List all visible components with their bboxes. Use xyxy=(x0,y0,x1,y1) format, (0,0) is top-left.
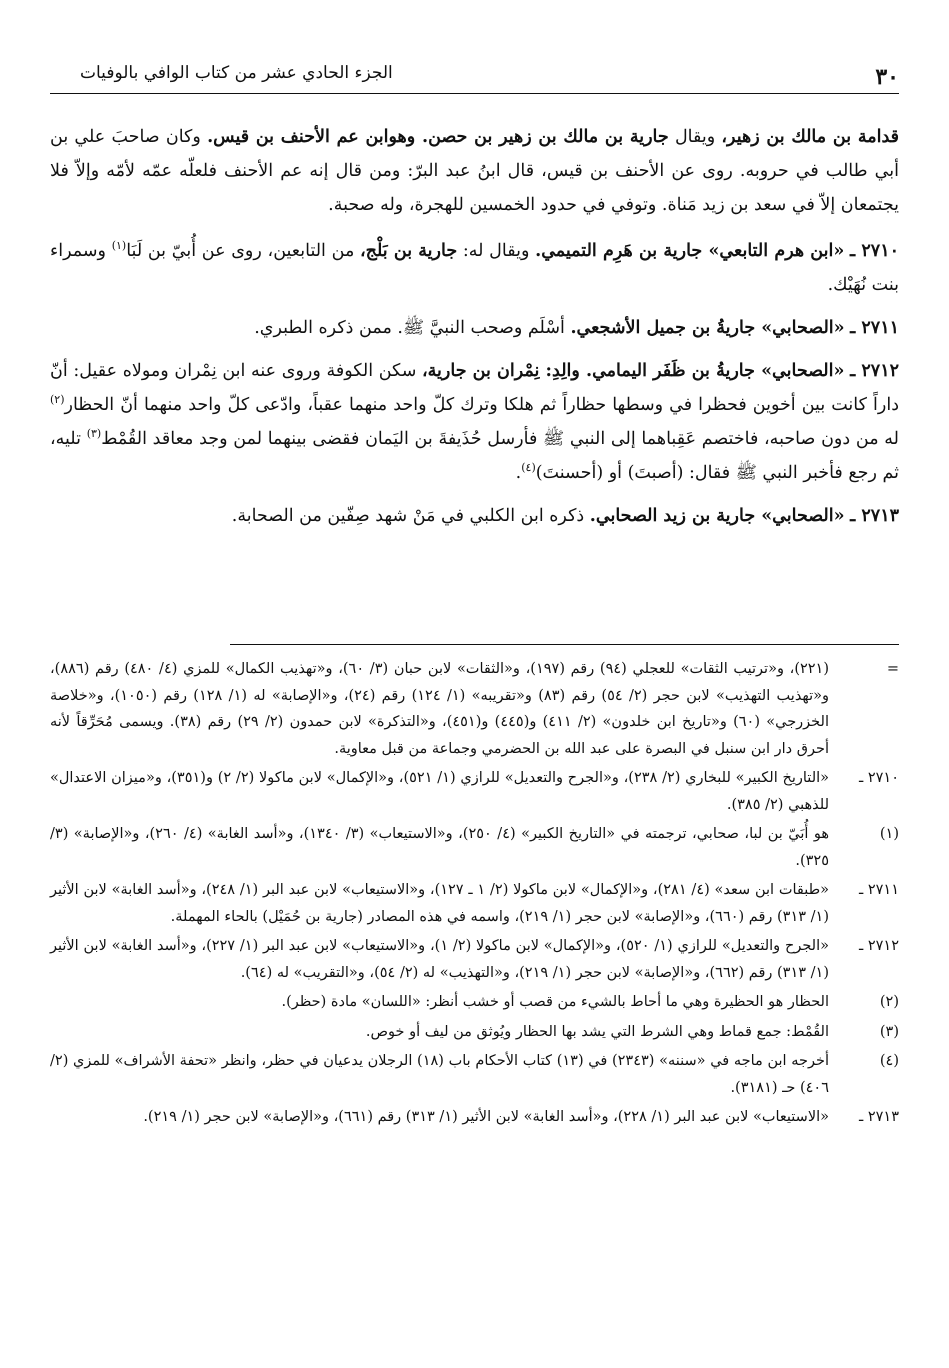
entry-heading: «الصحابي» جاريةُ بن ظَفَر اليمامي. والِدِ: نِمْران بن جارية، xyxy=(422,361,845,381)
footnote-mark: ٢٧١٢ ـ xyxy=(858,938,899,954)
text-run: وكان صاحبَ علي بن أبي طالب في حروبه. روى عن الأحنف بن قيس، قال ابنُ عبد البرّ: ومن قال إنه عم الأحنف فلعلّه عمّه لأمّه وإلاّ فلا يجتمعان إلاّ في سعد بن زيد مَناة. وتوفي في حدود الخمسين للهجرة، وله صحبة. xyxy=(50,127,899,215)
page-number: ٣٠ xyxy=(875,64,899,90)
footnote xyxy=(50,1019,899,1046)
main-text xyxy=(50,120,899,542)
footnote-ref: (١) xyxy=(111,239,127,253)
entry-heading: «ابن هرم التابعي» جارية بن هَرِم التميمي. xyxy=(535,241,845,261)
footnote-text: «طبقات ابن سعد» (٤/ ٢٨١)، و«الإكمال» لابن ماكولا (٢/ ١ ـ ١٢٧)، و«الاستيعاب» لابن عبد البر (١/ ٢٤٨)، و«أسد الغابة» لابن الأثير (١/ ٣١٣) رقم (٦٦٠)، و«الإصابة» لابن حجر (١/ ٢١٩)، واسمه في هذه المصادر (جارية بن حُمَيْل) بالحاء المهملة. xyxy=(50,882,830,925)
footnote-text: (٢٢١)، و«ترتيب الثقات» للعجلي (٩٤) رقم (١٩٧)، و«الثقات» لابن حبان (٣/ ٦٠)، و«تهذيب الكمال» للمزي (٤/ ٤٨٠) رقم (٨٨٦)، و«تهذيب التهذيب» لابن حجر (٢/ ٥٤) رقم (٨٣) و«تقريبه» (١/ ١٢٤) رقم (٢٤)، و«الإصابة» له (١/ ١٢٨) رقم (١٠٥٠)، و«خلاصة الخزرجي» (٦٠) و«تاريخ ابن خلدون» (٢/ ٤١١) و(٤٤٥) و(٤٥١)، و«التذكرة» لابن حمدون (٢/ ٢٩) رقم (٣٨). ويسمى مُحَرِّقاً لأنه أحرق دار ابن سنبل في البصرة على عبد الله بن الحضرمي وجماعة من قبل معاوية. xyxy=(50,661,830,757)
text-run: . xyxy=(515,463,522,483)
entry-number: ٢٧١٠ ـ xyxy=(850,241,900,261)
footnote-mark: (١) xyxy=(879,826,899,842)
entry-number: ٢٧١٢ ـ xyxy=(850,361,899,381)
footnote-mark: ٢٧١٣ ـ xyxy=(858,1109,899,1125)
footnote-ref: (٣) xyxy=(86,427,102,441)
bold-phrase: قدامة بن مالك بن زهير، xyxy=(721,127,899,147)
entry-number: ٢٧١١ ـ xyxy=(850,318,899,338)
entry-2711 xyxy=(50,311,899,345)
footnote xyxy=(50,933,899,986)
text-run: ويقال له: xyxy=(457,241,536,261)
footnote-text: «الاستيعاب» لابن عبد البر (١/ ٢٢٨)، و«أسد الغابة» لابن الأثير (١/ ٣١٣) رقم (٦٦١)، و«الإصابة» لابن حجر (١/ ٢١٩). xyxy=(143,1109,829,1125)
text-run: له من دون صاحبه، فاختصم عَقِباهما إلى النبي ﷺ فأرسل حُذَيفةَ بن اليَمان فقضى بينهما لمن وجد معاقد القُمْط xyxy=(101,429,899,449)
footnote-mark: ٢٧١١ ـ xyxy=(858,882,899,898)
text-run: سكن الكوفة وروى عنه ابن نِمْران ومولاه عقيل: أنّ داراً كانت بين أخوين فحظرا في وسطها حظاراً ثم هلكا وترك كلّ واحد منهما عقباً، وادّعى كلّ واحد منهما أنّ الحظار xyxy=(50,361,899,415)
footnote xyxy=(50,989,899,1016)
footnote xyxy=(50,877,899,930)
entry-heading: «الصحابي» جاريةُ بن جميل الأشجعي. xyxy=(570,318,845,338)
footnote xyxy=(50,821,899,874)
entry-2710 xyxy=(50,234,899,302)
bold-phrase: جارية بن مالك بن زهير بن حصن. وهوابن عم الأحنف بن قيس. xyxy=(207,127,669,147)
footnote-text: «الجرح والتعديل» للرازي (١/ ٥٢٠)، و«الإكمال» لابن ماكولا (٢/ ١)، و«الاستيعاب» لابن عبد البر (١/ ٢٢٧)، و«أسد الغابة» لابن الأثير (١/ ٣١٣) رقم (٦٦٢)، و«الإصابة» لابن حجر (١/ ٢١٩)، و«التهذيب» له (٢/ ٥٤)، و«التقريب» له (٦٤). xyxy=(50,938,829,981)
footnote-ref: (٢) xyxy=(50,393,65,407)
text-run: ويقال xyxy=(668,127,722,147)
footnote-text: «التاريخ الكبير» للبخاري (٢/ ٢٣٨)، و«الجرح والتعديل» للرازي (١/ ٥٢١)، و«الإكمال» لابن ماكولا (٢/ ٢) و(٣٥١)، و«ميزان الاعتدال» للذهبي (٢/ ٣٨٥). xyxy=(50,770,830,813)
entry-heading: «الصحابي» جارية بن زيد الصحابي. xyxy=(589,506,845,526)
running-title: الجزء الحادي عشر من كتاب الوافي بالوفيات xyxy=(80,63,393,83)
bold-phrase: جارية بن بَلْج، xyxy=(360,241,458,261)
entry-2712 xyxy=(50,354,899,490)
header-rule xyxy=(50,93,899,94)
text-run: وسمراء بنت نُهَيْك. xyxy=(50,241,899,295)
text-run: ذكره ابن الكلبي في مَنْ شهد صِفّين من الصحابة. xyxy=(231,506,590,526)
continuation-paragraph xyxy=(50,120,899,222)
page-header xyxy=(50,0,899,96)
footnote-mark: ٢٧١٠ ـ xyxy=(858,770,899,786)
text-run: من التابعين، روى عن أُبيّ بن لَبَا xyxy=(126,241,361,261)
text-run: أسْلَم وصحب النبيَّ ﷺ. ممن ذكره الطبري. xyxy=(254,318,571,338)
footnote xyxy=(50,1104,899,1131)
footnote-mark: (٤) xyxy=(879,1053,899,1069)
footnote-text: الحظار هو الحظيرة وهي ما أحاط بالشيء من قصب أو خشب أنظر: «اللسان» مادة (حظر). xyxy=(281,994,829,1010)
footnote-text: أخرجه ابن ماجه في «سننه» (٢٣٤٣) في (١٣) كتاب الأحكام باب (١٨) الرجلان يدعيان في حظر، وانظر «تحفة الأشراف» للمزي (٢/ ٤٠٦) حـ (٣١٨١). xyxy=(50,1053,829,1096)
footnote-mark: (٣) xyxy=(879,1023,899,1040)
footnote-text: القُمْط: جمع قماط وهي الشرط التي يشد بها الحظار ويُوثق من ليف أو خوص. xyxy=(365,1023,829,1040)
footnote xyxy=(50,656,899,762)
footnote-mark: = xyxy=(886,661,899,677)
footnote-ref: (٤) xyxy=(521,461,536,475)
footnote xyxy=(50,1048,899,1101)
entry-number: ٢٧١٣ ـ xyxy=(850,506,899,526)
footnote-text: هو أُبَيّ بن لبا، صحابي، ترجمته في «التاريخ الكبير» (٤/ ٢٥٠)، و«الاستيعاب» (٣/ ١٣٤٠)، و«أسد الغابة» (٤/ ٢٦٠)، و«الإصابة» (٣/ ٣٢٥). xyxy=(50,826,829,869)
entry-2713 xyxy=(50,499,899,533)
footnotes xyxy=(50,656,899,1134)
footnote-rule xyxy=(230,644,899,645)
footnote-mark: (٢) xyxy=(879,994,899,1010)
footnote xyxy=(50,765,899,818)
text-run: تليه، ثم رجع فأخبر النبي ﷺ فقال: (أصبتَ) أو (أحسنتَ) xyxy=(50,429,899,483)
